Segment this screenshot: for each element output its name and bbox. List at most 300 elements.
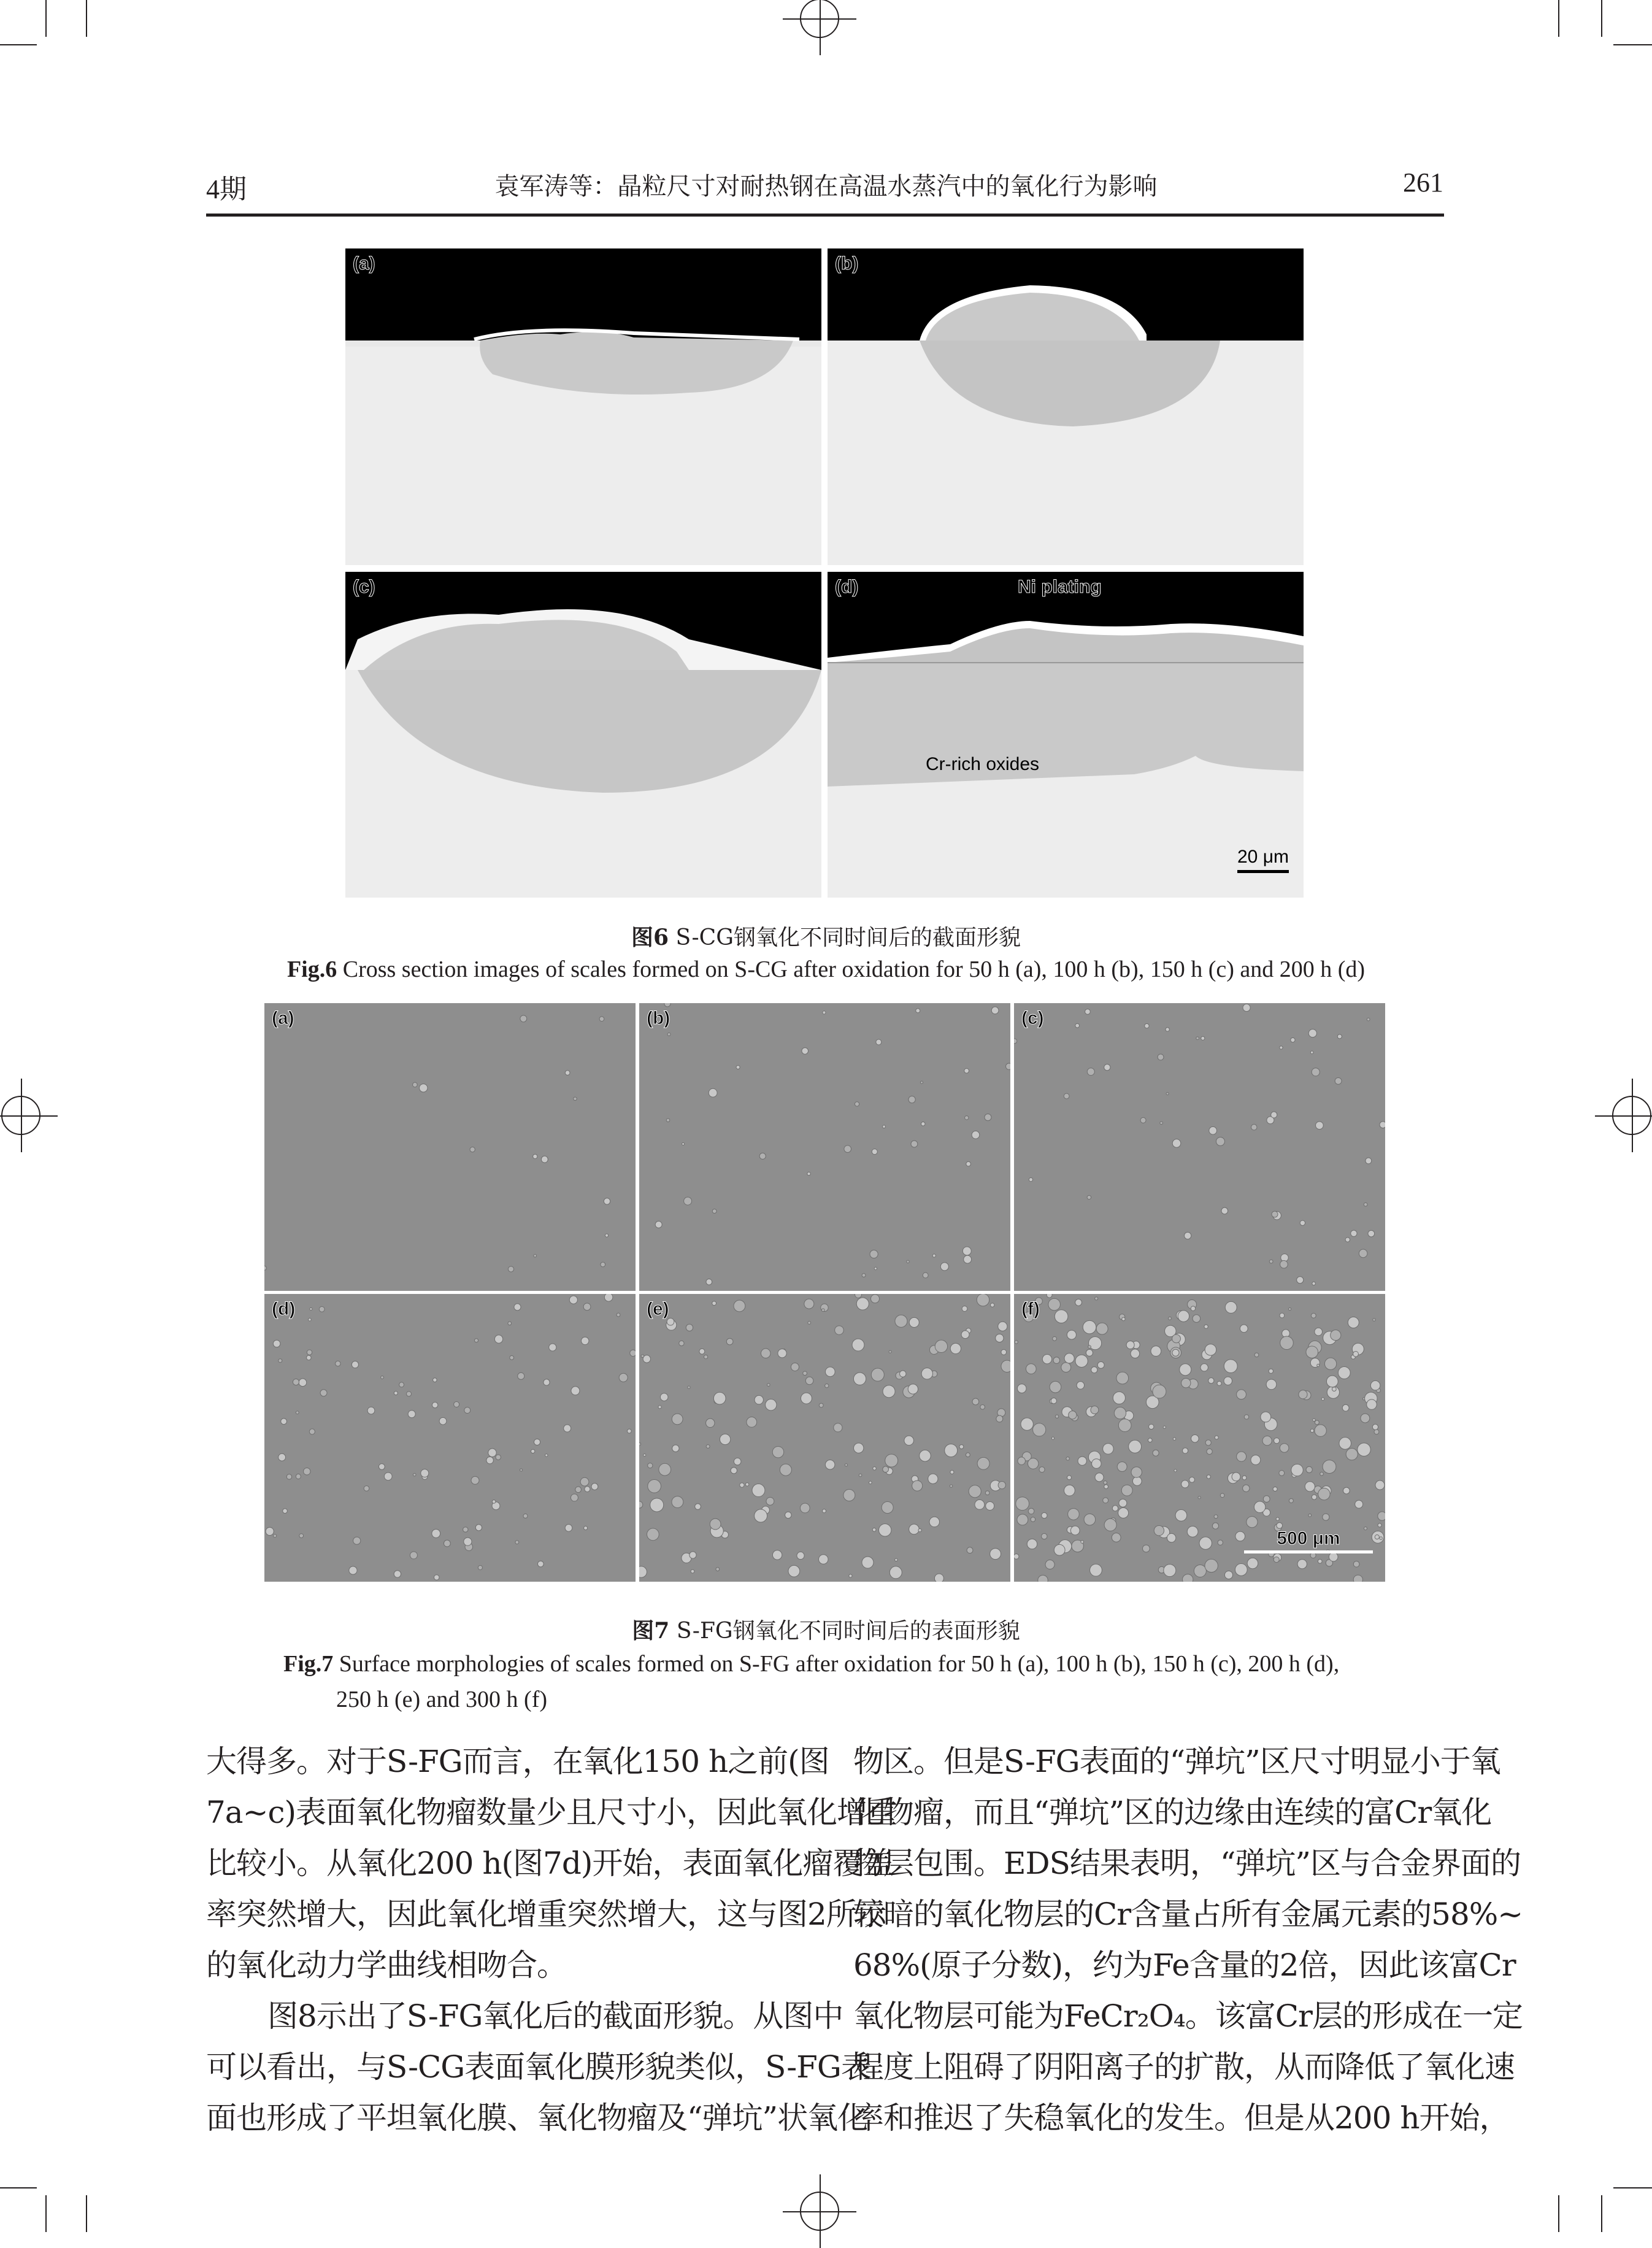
oxide-nodule	[1181, 1379, 1191, 1388]
oxide-nodule	[934, 1574, 943, 1582]
oxide-nodule	[304, 1468, 310, 1475]
oxide-nodule	[921, 1368, 932, 1379]
oxide-nodule	[961, 1331, 969, 1339]
oxide-nodule	[709, 1088, 717, 1097]
text-line: 率和推迟了失稳氧化的发生。但是从200 h开始，	[853, 2100, 1510, 2136]
oxide-nodule	[1028, 1458, 1038, 1469]
oxide-nodule	[1312, 1282, 1316, 1285]
oxide-nodule	[772, 1446, 783, 1457]
oxide-nodule	[310, 1307, 312, 1310]
oxide-nodule	[1343, 1487, 1350, 1494]
oxide-nodule	[785, 1512, 791, 1518]
oxide-nodule	[533, 1154, 537, 1158]
text-line: 氧化物层可能为FeCr₂O₄。该富Cr层的形成在一定	[853, 1998, 1523, 2034]
oxide-nodule	[928, 1474, 938, 1484]
oxide-nodule	[1300, 1220, 1305, 1225]
oxide-nodule	[1112, 1533, 1121, 1542]
oxide-nodule	[1131, 1349, 1140, 1358]
oxide-nodule	[1308, 1514, 1312, 1517]
oxide-nodule	[1280, 1313, 1285, 1318]
oxide-nodule	[935, 1340, 947, 1352]
oxide-nodule	[1087, 1195, 1091, 1199]
oxide-nodule	[755, 1395, 763, 1404]
caption-text: Cross section images of scales formed on S-CG after oxidation for 50 h (a), 100 h (b), 150 h (c) and 200 h (d)	[342, 957, 1366, 982]
oxide-nodule	[883, 1466, 889, 1472]
oxide-nodule	[545, 1454, 548, 1457]
oxide-nodule	[1064, 1485, 1075, 1496]
fig7-panel-a	[264, 1003, 636, 1291]
oxide-nodule	[882, 1502, 893, 1514]
panel-label: (c)	[353, 577, 375, 597]
oxide-nodule	[1312, 1495, 1316, 1499]
oxide-nodule	[1214, 1515, 1218, 1519]
oxide-nodule	[996, 1415, 1003, 1422]
oxide-nodule	[1031, 1517, 1035, 1522]
oxide-nodule	[1017, 1384, 1026, 1393]
oxide-nodule	[1358, 1443, 1371, 1457]
oxide-nodule	[564, 1425, 571, 1432]
oxide-nodule	[1205, 1559, 1218, 1572]
figure-7-caption-en-line2: 250 h (e) and 300 h (f)	[336, 1687, 548, 1712]
oxide-nodule	[1247, 1558, 1258, 1569]
oxide-nodule	[1316, 1122, 1324, 1130]
oxide-nodule	[571, 1387, 580, 1395]
oxide-nodule	[296, 1474, 301, 1479]
oxide-nodule	[394, 1571, 401, 1577]
oxide-nodule	[854, 1443, 864, 1453]
oxide-nodule	[299, 1379, 307, 1387]
oxide-nodule	[581, 1337, 588, 1344]
oxide-nodule	[1338, 1367, 1350, 1379]
oxide-nodule	[1148, 1438, 1153, 1442]
oxide-nodule	[1067, 1330, 1076, 1339]
oxide-nodule	[1103, 1444, 1113, 1454]
sem-surface-image	[1014, 1003, 1385, 1291]
oxide-nodule	[421, 1469, 429, 1477]
oxide-nodule	[432, 1402, 437, 1407]
oxide-nodule	[802, 1048, 809, 1055]
registration-mark-right	[1612, 1096, 1651, 1135]
oxide-nodule	[1263, 1496, 1270, 1503]
text-line: 的氧化动力学曲线相吻合。	[206, 1947, 567, 1983]
oxide-nodule	[1247, 1517, 1258, 1528]
oxide-nodule	[1113, 1392, 1125, 1404]
oxide-nodule	[319, 1307, 325, 1312]
oxide-nodule	[659, 1463, 671, 1476]
oxide-nodule	[585, 1487, 590, 1492]
oxide-nodule	[869, 1481, 872, 1484]
oxide-nodule	[494, 1335, 502, 1343]
oxide-nodule	[475, 1525, 482, 1531]
oxide-nodule	[1289, 1498, 1293, 1503]
oxide-nodule	[1075, 1023, 1080, 1028]
oxide-nodule	[972, 1131, 980, 1139]
oxide-nodule	[1129, 1440, 1142, 1453]
panel-label: (b)	[647, 1008, 670, 1028]
oxide-nodule	[569, 1296, 577, 1304]
oxide-nodule	[986, 1502, 994, 1511]
oxide-nodule	[1045, 1560, 1055, 1569]
oxide-nodule	[1199, 1537, 1212, 1549]
oxide-nodule	[1051, 1437, 1054, 1439]
oxide-nodule	[367, 1407, 375, 1414]
panel-label: (e)	[647, 1299, 669, 1319]
oxide-nodule	[845, 1464, 847, 1466]
oxide-nodule	[805, 1377, 813, 1385]
oxide-nodule	[378, 1464, 385, 1470]
oxide-nodule	[1280, 1046, 1283, 1049]
oxide-nodule	[1015, 1341, 1018, 1344]
oxide-nodule	[1001, 1360, 1010, 1372]
oxide-nodule	[508, 1322, 512, 1325]
oxide-nodule	[658, 1406, 661, 1409]
text-line: 较暗的氧化物层的Cr含量占所有金属元素的58%~	[853, 1896, 1523, 1932]
oxide-nodule	[1207, 1475, 1210, 1479]
oxide-nodule	[575, 1487, 582, 1493]
oxide-nodule	[672, 1496, 683, 1508]
oxide-nodule	[1291, 1037, 1295, 1042]
oxide-nodule	[281, 1418, 287, 1425]
oxide-nodule	[1237, 1452, 1247, 1461]
oxide-nodule	[761, 1349, 770, 1358]
oxide-nodule	[571, 1494, 578, 1501]
oxide-nodule	[1218, 1540, 1223, 1545]
oxide-nodule	[408, 1411, 415, 1418]
oxide-nodule	[433, 1378, 437, 1382]
oxide-nodule	[1140, 1117, 1146, 1123]
oxide-nodule	[1033, 1423, 1046, 1436]
oxide-nodule	[520, 1015, 527, 1022]
oxide-nodule	[1235, 1564, 1247, 1576]
fig6-panel-b	[828, 248, 1304, 565]
oxide-nodule	[1122, 1317, 1126, 1321]
oxide-nodule	[349, 1566, 357, 1574]
oxide-nodule	[1315, 1425, 1326, 1436]
oxide-nodule	[1016, 1497, 1029, 1511]
oxide-nodule	[972, 1398, 979, 1405]
oxide-nodule	[1173, 1438, 1175, 1440]
oxide-nodule	[1375, 1480, 1385, 1490]
oxide-nodule	[834, 1423, 842, 1432]
scale-bar-500um: 500 μm	[1244, 1528, 1373, 1553]
oxide-nodule	[580, 1477, 589, 1486]
oxide-nodule	[747, 1417, 757, 1428]
oxide-nodule	[1166, 1028, 1169, 1031]
oxide-nodule	[1317, 1364, 1320, 1366]
oxide-nodule	[496, 1455, 501, 1460]
ni-plating-label: Ni plating	[1018, 577, 1102, 597]
oxide-nodule	[1243, 1004, 1250, 1011]
oxide-nodule	[1232, 1472, 1240, 1481]
oxide-nodule	[967, 1547, 973, 1553]
oxide-nodule	[950, 1343, 961, 1353]
oxide-nodule	[1310, 1429, 1314, 1433]
registration-mark-bottom	[800, 2192, 839, 2231]
oxide-nodule	[1251, 1455, 1261, 1465]
registration-mark-left	[1, 1096, 40, 1135]
oxide-nodule	[889, 1350, 891, 1353]
oxide-nodule	[584, 1526, 588, 1530]
oxide-nodule	[672, 1445, 679, 1452]
oxide-nodule	[1225, 1301, 1237, 1313]
oxide-nodule	[1149, 1424, 1154, 1429]
oxide-nodule	[695, 1504, 701, 1510]
oxide-nodule	[883, 1385, 895, 1398]
oxide-nodule	[1116, 1372, 1129, 1384]
oxide-nodule	[599, 1017, 604, 1022]
oxide-nodule	[1029, 1177, 1032, 1181]
oxide-nodule	[1224, 1571, 1232, 1579]
oxide-nodule	[1351, 1230, 1357, 1236]
oxide-nodule	[1103, 1498, 1108, 1503]
text-line: 物层包围。EDS结果表明，“弹坑”区与合金界面的	[853, 1846, 1521, 1881]
oxide-nodule	[1359, 1249, 1367, 1258]
oxide-nodule	[1216, 1137, 1224, 1145]
text-line: 比较小。从氧化200 h(图7d)开始，表面氧化瘤覆盖	[206, 1846, 893, 1881]
oxide-nodule	[1274, 1557, 1279, 1562]
oxide-nodule	[1096, 1323, 1108, 1334]
oxide-nodule	[604, 1198, 610, 1204]
oxide-nodule	[1055, 1415, 1058, 1418]
oxide-nodule	[1051, 1398, 1056, 1404]
oxide-nodule	[1329, 1552, 1338, 1561]
oxide-nodule	[797, 1552, 804, 1559]
oxide-nodule	[712, 1209, 717, 1214]
oxide-nodule	[283, 1509, 288, 1514]
oxide-nodule	[605, 1234, 608, 1237]
oxide-nodule	[1047, 1294, 1052, 1298]
oxide-nodule	[627, 1429, 631, 1433]
oxide-nodule	[1366, 1158, 1372, 1164]
oxide-nodule	[1243, 1485, 1250, 1492]
oxide-nodule	[1269, 1260, 1273, 1263]
oxide-nodule	[1118, 1507, 1129, 1518]
oxide-nodule	[688, 1386, 690, 1388]
oxide-nodule	[1075, 1299, 1082, 1306]
oxide-nodule	[1364, 1203, 1367, 1206]
oxide-nodule	[1172, 1334, 1181, 1343]
oxide-nodule	[1145, 1023, 1149, 1028]
oxide-nodule	[1121, 1485, 1132, 1496]
oxide-nodule	[515, 1541, 519, 1544]
oxide-nodule	[644, 1454, 646, 1457]
oxide-nodule	[1112, 1506, 1118, 1511]
oxide-nodule	[684, 1197, 692, 1205]
oxide-nodule	[1251, 1124, 1257, 1130]
oxide-nodule	[1194, 1565, 1206, 1577]
oxide-nodule	[1104, 1064, 1110, 1071]
sem-surface-image	[264, 1003, 636, 1291]
oxide-nodule	[537, 1561, 544, 1567]
oxide-nodule	[825, 1367, 835, 1377]
oxide-nodule	[1335, 1077, 1342, 1084]
figure-6-caption-cn	[0, 920, 1652, 952]
oxide-nodule	[439, 1417, 447, 1425]
oxide-nodule	[1191, 1435, 1199, 1442]
oxide-nodule	[666, 1118, 670, 1122]
oxide-nodule	[601, 1262, 605, 1267]
oxide-nodule	[1067, 1476, 1072, 1480]
oxide-nodule	[279, 1359, 282, 1363]
oxide-nodule	[1220, 1493, 1224, 1498]
oxide-nodule	[273, 1340, 280, 1347]
oxide-nodule	[1187, 1526, 1198, 1538]
oxide-nodule	[990, 1549, 1001, 1560]
oxide-nodule	[1315, 1328, 1323, 1336]
oxide-nodule	[1207, 1449, 1212, 1454]
panel-label: (c)	[1021, 1008, 1044, 1028]
oxide-nodule	[279, 1453, 286, 1461]
oxide-nodule	[712, 1301, 717, 1306]
oxide-nodule	[1069, 1411, 1077, 1419]
oxide-nodule	[1372, 1424, 1378, 1430]
oxide-nodule	[1237, 1390, 1247, 1399]
oxide-nodule	[1353, 1575, 1362, 1582]
oxide-nodule	[1095, 1297, 1098, 1300]
oxide-nodule	[908, 1384, 918, 1394]
oxide-nodule	[1212, 1523, 1218, 1529]
oxide-nodule	[510, 1356, 514, 1360]
oxide-nodule	[844, 1145, 851, 1153]
oxide-nodule	[471, 1476, 479, 1484]
oxide-nodule	[1378, 1512, 1385, 1520]
oxide-nodule	[647, 1528, 659, 1541]
oxide-nodule	[918, 1529, 921, 1532]
text-line: 可以看出，与S-CG表面氧化膜形貌类似，S-FG表	[206, 2049, 871, 2085]
oxide-nodule	[1367, 1018, 1370, 1021]
oxide-nodule	[716, 1568, 720, 1571]
oxide-nodule	[1313, 1418, 1315, 1421]
oxide-nodule	[410, 1552, 417, 1559]
oxide-nodule	[819, 1403, 823, 1407]
oxide-nodule	[856, 1298, 869, 1310]
oxide-nodule	[1064, 1353, 1074, 1363]
oxide-nodule	[1090, 1564, 1102, 1576]
oxide-nodule	[853, 1372, 866, 1385]
oxide-nodule	[534, 1439, 540, 1445]
header-rule	[206, 214, 1444, 217]
cr-rich-oxides-label: Cr-rich oxides	[926, 754, 1040, 774]
oxide-nodule	[909, 1096, 915, 1103]
panel-label: (f)	[1021, 1299, 1040, 1319]
oxide-nodule	[1208, 1378, 1214, 1384]
oxide-nodule	[518, 1372, 524, 1379]
oxide-nodule	[1091, 1406, 1099, 1414]
issue-number: 4期	[206, 174, 247, 204]
oxide-nodule	[736, 1065, 740, 1069]
sem-surface-image	[639, 1294, 1010, 1582]
oxide-nodule	[1021, 1418, 1033, 1430]
oxide-nodule	[1299, 1390, 1307, 1399]
oxide-nodule	[734, 1300, 745, 1312]
caption-label: 图6	[631, 925, 669, 950]
oxide-nodule	[704, 1355, 707, 1358]
oxide-nodule	[286, 1474, 291, 1479]
panel-label: (a)	[272, 1008, 294, 1028]
oxide-nodule	[565, 1525, 572, 1532]
caption-text: Surface morphologies of scales formed on S-FG after oxidation for 50 h (a), 100 h (b), 150 h (c), 200 h (d),	[339, 1651, 1340, 1677]
oxide-nodule	[1224, 1377, 1232, 1385]
oxide-nodule	[977, 1457, 989, 1469]
oxide-nodule	[1321, 1398, 1324, 1401]
oxide-nodule	[1305, 1482, 1315, 1492]
oxide-nodule	[1181, 1480, 1189, 1488]
page-number: 261	[1403, 167, 1443, 198]
registration-mark-top	[800, 0, 839, 38]
oxide-nodule	[1068, 1509, 1080, 1520]
oxide-nodule	[1368, 1230, 1375, 1237]
oxide-nodule	[1078, 1457, 1086, 1465]
oxide-nodule	[420, 1084, 428, 1092]
oxide-nodule	[1104, 1519, 1116, 1531]
oxide-nodule	[591, 1484, 598, 1490]
oxide-nodule	[648, 1463, 653, 1468]
oxide-nodule	[859, 1474, 862, 1477]
oxide-nodule	[1014, 1554, 1019, 1560]
oxide-nodule	[1064, 1093, 1069, 1099]
oxide-nodule	[1269, 1369, 1273, 1373]
oxide-nodule	[464, 1407, 471, 1414]
oxide-nodule	[720, 1434, 730, 1444]
oxide-nodule	[1306, 1346, 1318, 1358]
oxide-nodule	[950, 1470, 954, 1474]
oxide-nodule	[565, 1071, 570, 1076]
oxide-nodule	[1196, 1037, 1199, 1040]
text-line: 大得多。对于S-FG而言，在氧化150 h之前(图	[206, 1744, 829, 1779]
oxide-nodule	[962, 1247, 971, 1255]
oxide-nodule	[843, 1490, 855, 1501]
oxide-nodule	[1339, 1438, 1351, 1450]
oxide-nodule	[432, 1530, 440, 1538]
oxide-nodule	[1118, 1419, 1131, 1432]
oxide-nodule	[710, 1519, 721, 1530]
oxide-nodule	[1320, 1472, 1324, 1476]
oxide-nodule	[1095, 1473, 1104, 1482]
oxide-nodule	[932, 1254, 935, 1257]
oxide-nodule	[1167, 1533, 1175, 1542]
running-title: 袁军涛等：晶粒尺寸对耐热钢在高温水蒸汽中的氧化行为影响	[494, 172, 1158, 201]
oxide-nodule	[964, 1255, 972, 1263]
oxide-nodule	[682, 1142, 685, 1145]
oxide-nodule	[1240, 1325, 1248, 1333]
text-line: 物区。但是S-FG表面的“弹坑”区尺寸明显小于氧	[853, 1744, 1500, 1779]
oxide-nodule	[1017, 1514, 1028, 1525]
oxide-nodule	[1280, 1336, 1294, 1350]
oxide-nodule	[336, 1361, 340, 1366]
oxide-nodule	[870, 1250, 878, 1258]
oxide-nodule	[1084, 1514, 1096, 1525]
oxide-nodule	[969, 1485, 981, 1498]
oxide-nodule	[929, 1517, 939, 1526]
oxide-nodule	[639, 1442, 640, 1445]
oxide-nodule	[985, 1491, 989, 1495]
oxide-nodule	[534, 1254, 537, 1257]
scale-bar-20um: 20 μm	[1237, 847, 1289, 873]
oxide-nodule	[872, 1149, 877, 1155]
oxide-nodule	[264, 1266, 266, 1270]
sem-surface-image	[639, 1003, 1010, 1291]
oxide-nodule	[691, 1569, 694, 1573]
oxide-nodule	[1172, 1349, 1179, 1356]
oxide-nodule	[780, 1464, 791, 1476]
body-left-column	[206, 1741, 897, 2149]
oxide-nodule	[819, 1555, 828, 1564]
oxide-nodule	[1254, 1353, 1259, 1357]
oxide-nodule	[904, 1436, 914, 1445]
oxide-nodule	[975, 1499, 985, 1509]
oxide-nodule	[759, 1153, 766, 1159]
oxide-nodule	[985, 1114, 991, 1121]
